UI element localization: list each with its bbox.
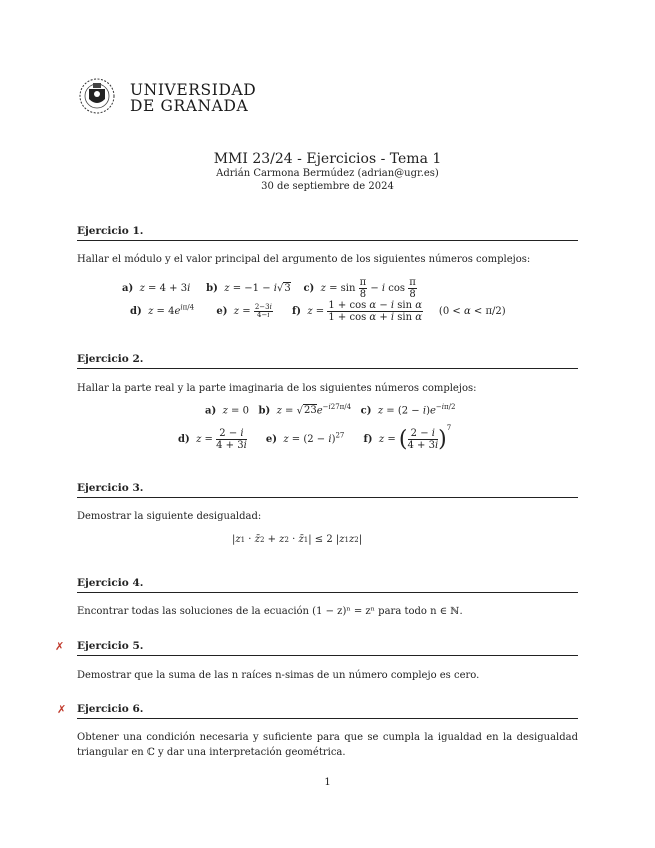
document-author: Adrián Carmona Bermúdez (adrian@ugr.es) [216,168,439,179]
institution-line2: DE GRANADA [130,97,249,115]
page-number: 1 [324,777,331,788]
exercise-6-statement: Obtener una condición necesaria y suficiente para que se cumpla la igualdad en la desigualdad triangular en ℂ y dar una interpretación geométrica. [77,732,578,758]
exercise-1-heading: Ejercicio 1. [77,225,578,241]
exercise-2-items-row2: d) z = $\frac{2 - i}{4 + 3i}$ e) $z = (2 - i)^{27}$ f) z = ( $\frac{2 - i}{4 + 3i}$ )$^7$ [178,424,452,452]
university-seal-logo [76,77,126,115]
exercise-2-heading: Ejercicio 2. [77,353,578,369]
exercise-1-statement: Hallar el módulo y el valor principal del argumento de los siguientes números complejos: [77,254,531,265]
exercise-1-items-row1: a) z = 4 + 3i b) z = −1 − i√3 c) z = sin $\frac{\pi}{8}$ − i cos $\frac{\pi}{8}$ [122,277,416,300]
exercise-5-statement: Demostrar que la suma de las n raíces n-simas de un número complejo es cero. [77,670,480,681]
exercise-5-cross-mark: ✗ [55,640,65,653]
exercise-2-statement: Hallar la parte real y la parte imaginaria de los siguientes números complejos: [77,383,477,394]
exercise-3-heading: Ejercicio 3. [77,482,578,498]
exercise-1-items-row2: d) $z = 4e^{i\pi/4}$ e) z = $\frac{2-3i}{4-i}$ f) z = $\frac{\text{1 + cos α − i sin α}}{\text{1 + cos α + i sin α}}$ (0 < α < π/2) [130,300,506,323]
exercise-3-inequality: |z1 · z̄2 + z2 · z̄1| ≤ 2 |z1z2| [232,534,363,545]
exercise-5-heading: Ejercicio 5. [77,640,578,656]
exercise-6-cross-mark: ✗ [57,703,67,716]
institution-name [130,82,256,114]
exercise-2-items-row1: a) z = 0 b) $z = √23e^{-i27\pi/4}$ c) $z = (2 - i)e^{-i\pi/2}$ [205,403,456,417]
exercise-4-heading: Ejercicio 4. [77,577,578,593]
exercise-4-statement: Encontrar todas las soluciones de la ecuación (1 − z)ⁿ = zⁿ para todo n ∈ ℕ. [77,606,463,617]
exercise-6-heading: Ejercicio 6. [77,703,578,719]
document-title: MMI 23/24 - Ejercicios - Tema 1 [213,151,442,167]
institution-line1: UNIVERSIDAD [130,81,257,99]
document-date: 30 de septiembre de 2024 [261,181,394,192]
exercise-3-statement: Demostrar la siguiente desigualdad: [77,511,262,522]
